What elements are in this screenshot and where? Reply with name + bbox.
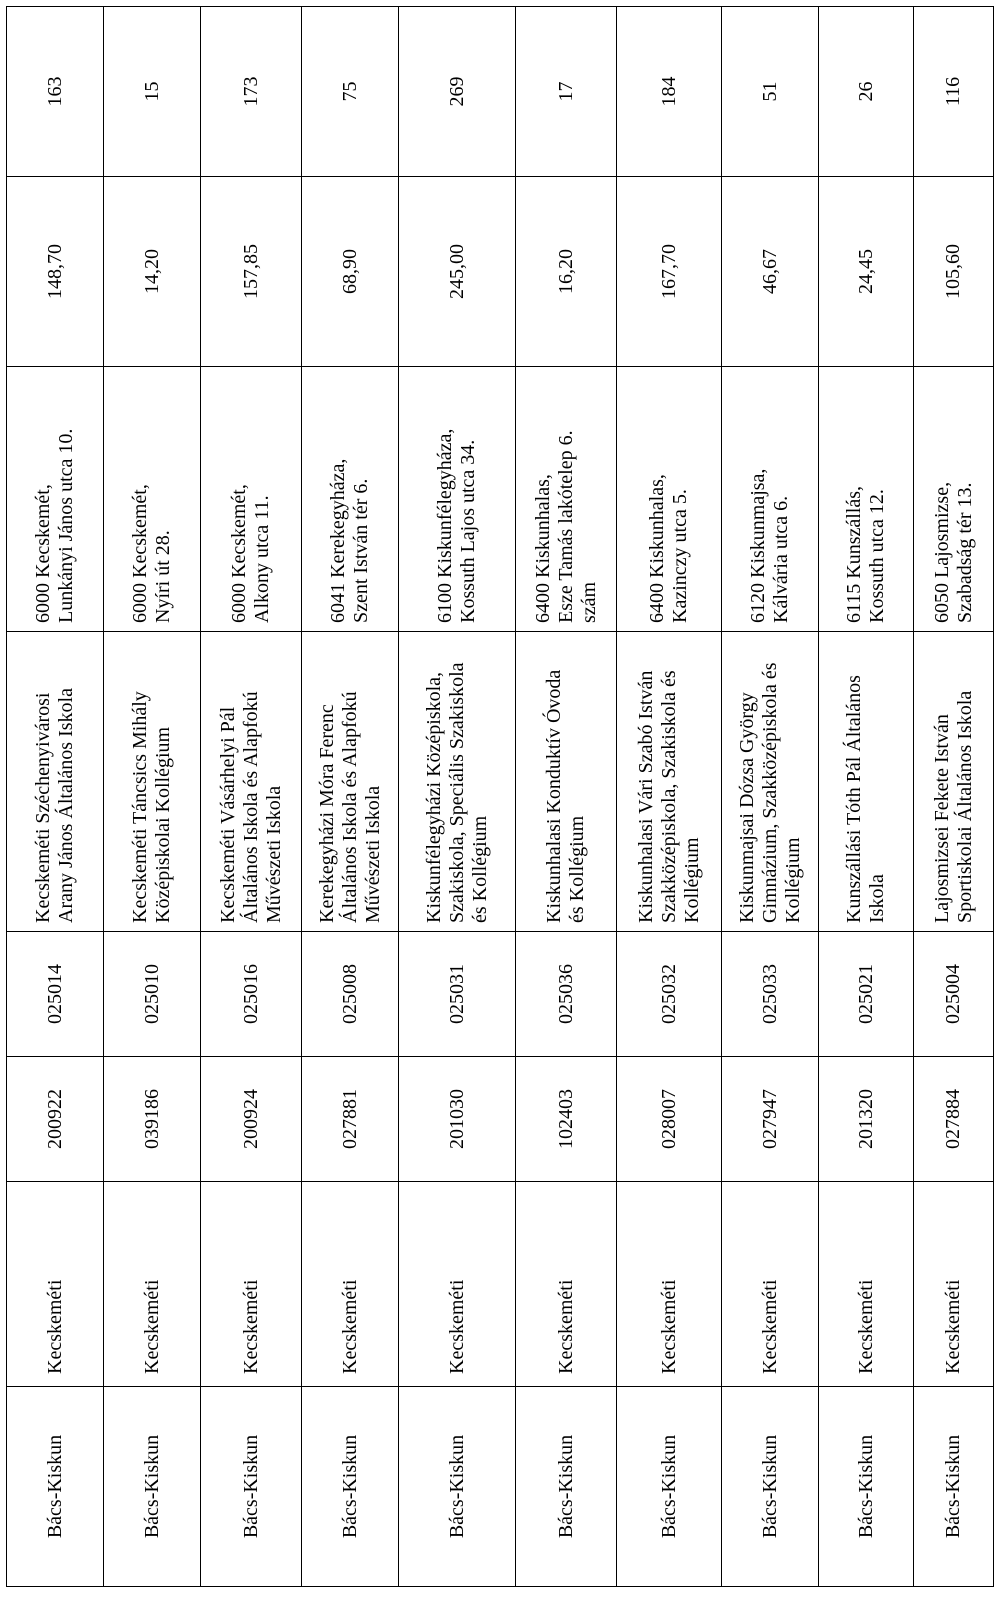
table-row [104, 7, 201, 1587]
count-cell: 75 [302, 7, 399, 177]
count-cell: 17 [516, 7, 617, 177]
table-row [516, 7, 617, 1587]
count-cell: 116 [914, 7, 994, 177]
county-cell: Bács-Kiskun [722, 1387, 819, 1587]
school-name-cell: Kunszállási Tóth Pál Általános Iskola [819, 632, 914, 932]
district-cell: Kecskeméti [201, 1182, 302, 1387]
count-cell: 26 [819, 7, 914, 177]
count-cell: 173 [201, 7, 302, 177]
value-cell: 245,00 [399, 177, 516, 367]
value-cell: 46,67 [722, 177, 819, 367]
value-cell: 16,20 [516, 177, 617, 367]
id-code-cell: 201320 [819, 1057, 914, 1182]
id-code-cell: 027947 [722, 1057, 819, 1182]
table-row [617, 7, 722, 1587]
school-name-cell: Kecskeméti Vásárhelyi Pál Általános Iskola és Alapfokú Művészeti Iskola [201, 632, 302, 932]
county-cell: Bács-Kiskun [516, 1387, 617, 1587]
county-cell: Bács-Kiskun [7, 1387, 104, 1587]
district-cell: Kecskeméti [914, 1182, 994, 1387]
id-code-cell: 039186 [104, 1057, 201, 1182]
institution-code-cell: 025016 [201, 932, 302, 1057]
school-name-cell: Kecskeméti Széchenyivárosi Arany János Általános Iskola [7, 632, 104, 932]
school-table [6, 6, 994, 1587]
institution-code-cell: 025008 [302, 932, 399, 1057]
school-name-cell: Kiskunfélegyházi Középiskola, Szakiskola, Speciális Szakiskola és Kollégium [399, 632, 516, 932]
id-code-cell: 028007 [617, 1057, 722, 1182]
address-cell: 6400 Kiskunhalas, Kazinczy utca 5. [617, 367, 722, 632]
value-cell: 167,70 [617, 177, 722, 367]
district-cell: Kecskeméti [104, 1182, 201, 1387]
school-name-cell: Kerekegyházi Móra Ferenc Általános Iskola és Alapfokú Művészeti Iskola [302, 632, 399, 932]
value-cell: 24,45 [819, 177, 914, 367]
institution-code-cell: 025021 [819, 932, 914, 1057]
value-cell: 105,60 [914, 177, 994, 367]
id-code-cell: 027881 [302, 1057, 399, 1182]
count-cell: 184 [617, 7, 722, 177]
table-row [914, 7, 994, 1587]
school-name-cell: Kiskunmajsai Dózsa György Gimnázium, Szakközépiskola és Kollégium [722, 632, 819, 932]
school-name-cell: Kecskeméti Táncsics Mihály Középiskolai Kollégium [104, 632, 201, 932]
address-cell: 6115 Kunszállás, Kossuth utca 12. [819, 367, 914, 632]
value-cell: 68,90 [302, 177, 399, 367]
id-code-cell: 027884 [914, 1057, 994, 1182]
value-cell: 148,70 [7, 177, 104, 367]
address-cell: 6050 Lajosmizse, Szabadság tér 13. [914, 367, 994, 632]
institution-code-cell: 025004 [914, 932, 994, 1057]
institution-code-cell: 025010 [104, 932, 201, 1057]
address-cell: 6000 Kecskemét, Alkony utca 11. [201, 367, 302, 632]
count-cell: 51 [722, 7, 819, 177]
school-name-cell: Kiskunhalasi Konduktív Óvoda és Kollégium [516, 632, 617, 932]
institution-code-cell: 025031 [399, 932, 516, 1057]
district-cell: Kecskeméti [516, 1182, 617, 1387]
value-cell: 14,20 [104, 177, 201, 367]
district-cell: Kecskeméti [399, 1182, 516, 1387]
table-row [201, 7, 302, 1587]
id-code-cell: 200924 [201, 1057, 302, 1182]
county-cell: Bács-Kiskun [617, 1387, 722, 1587]
id-code-cell: 102403 [516, 1057, 617, 1182]
county-cell: Bács-Kiskun [302, 1387, 399, 1587]
county-cell: Bács-Kiskun [819, 1387, 914, 1587]
institution-code-cell: 025033 [722, 932, 819, 1057]
address-cell: 6120 Kiskunmajsa, Kálvária utca 6. [722, 367, 819, 632]
table-row [819, 7, 914, 1587]
county-cell: Bács-Kiskun [399, 1387, 516, 1587]
id-code-cell: 200922 [7, 1057, 104, 1182]
institution-code-cell: 025036 [516, 932, 617, 1057]
address-cell: 6041 Kerekegyháza, Szent István tér 6. [302, 367, 399, 632]
school-name-cell: Lajosmizsei Fekete István Sportiskolai Általános Iskola [914, 632, 994, 932]
table-body [7, 7, 994, 1587]
value-cell: 157,85 [201, 177, 302, 367]
district-cell: Kecskeméti [819, 1182, 914, 1387]
address-cell: 6100 Kiskunfélegyháza, Kossuth Lajos utca 34. [399, 367, 516, 632]
school-name-cell: Kiskunhalasi Vári Szabó István Szakközépiskola, Szakiskola és Kollégium [617, 632, 722, 932]
district-cell: Kecskeméti [7, 1182, 104, 1387]
district-cell: Kecskeméti [722, 1182, 819, 1387]
table-row [399, 7, 516, 1587]
county-cell: Bács-Kiskun [201, 1387, 302, 1587]
count-cell: 269 [399, 7, 516, 177]
id-code-cell: 201030 [399, 1057, 516, 1182]
district-cell: Kecskeméti [302, 1182, 399, 1387]
county-cell: Bács-Kiskun [914, 1387, 994, 1587]
county-cell: Bács-Kiskun [104, 1387, 201, 1587]
address-cell: 6000 Kecskemét, Nyíri út 28. [104, 367, 201, 632]
district-cell: Kecskeméti [617, 1182, 722, 1387]
institution-code-cell: 025032 [617, 932, 722, 1057]
address-cell: 6000 Kecskemét, Lunkányi János utca 10. [7, 367, 104, 632]
table-row [7, 7, 104, 1587]
address-cell: 6400 Kiskunhalas, Esze Tamás lakótelep 6. szám [516, 367, 617, 632]
table-row [302, 7, 399, 1587]
count-cell: 163 [7, 7, 104, 177]
table-row [722, 7, 819, 1587]
institution-code-cell: 025014 [7, 932, 104, 1057]
count-cell: 15 [104, 7, 201, 177]
